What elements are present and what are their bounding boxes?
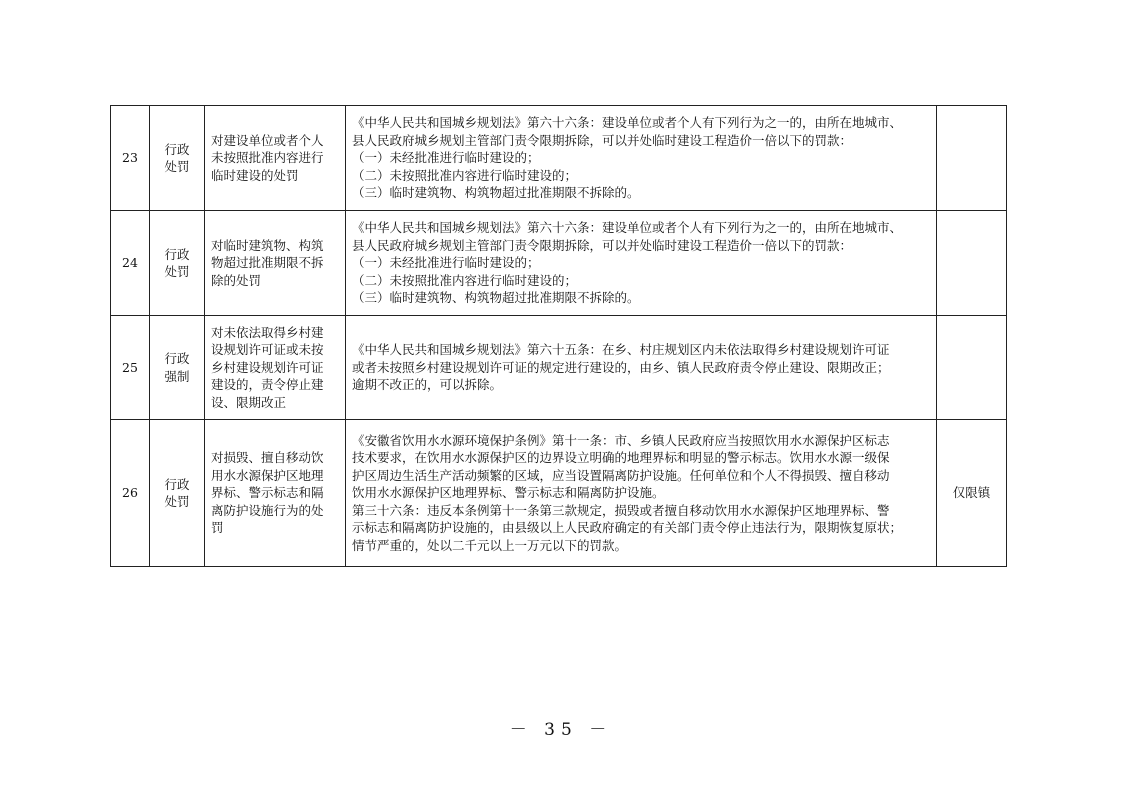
item-type-line: 行政 <box>164 141 190 157</box>
row-number: 23 <box>111 106 150 211</box>
item-name-line: 未按照批准内容进行 <box>211 150 324 166</box>
legal-basis-line: 或者未按照乡村建设规划许可证的规定进行建设的，由乡、镇人民政府责令停止建设、限期改正； <box>352 359 890 375</box>
item-type-line: 行政 <box>164 246 190 262</box>
item-type-line: 强制 <box>164 368 190 384</box>
legal-basis-line: 《安徽省饮用水水源环境保护条例》第十一条：市、乡镇人民政府应当按照饮用水水源保护区标志 <box>352 432 890 448</box>
item-name-line: 设、限期改正 <box>211 394 287 410</box>
item-name <box>205 106 346 211</box>
item-name-line: 用水水源保护区地理 <box>211 467 324 483</box>
legal-basis-line: （二）未按照批准内容进行临时建设的； <box>352 167 578 183</box>
legal-basis-line: （一）未经批准进行临时建设的； <box>352 255 540 271</box>
legal-basis <box>346 211 937 316</box>
item-type-line: 行政 <box>164 476 190 492</box>
legal-basis <box>346 316 937 420</box>
table-body <box>111 106 1007 567</box>
table-row <box>111 420 1007 567</box>
legal-basis-line: （二）未按照批准内容进行临时建设的； <box>352 272 578 288</box>
remark <box>937 316 1007 420</box>
legal-basis <box>346 106 937 211</box>
item-type-line: 处罚 <box>164 264 190 279</box>
legal-basis-line: （三）临时建筑物、构筑物超过批准期限不拆除的。 <box>352 185 640 201</box>
item-name-line: 建设的，责令停止建 <box>211 377 324 393</box>
item-name <box>205 316 346 420</box>
item-type <box>150 420 205 567</box>
legal-basis-line: 逾期不改正的，可以拆除。 <box>352 377 503 393</box>
legal-basis-line: 《中华人民共和国城乡规划法》第六十五条：在乡、村庄规划区内未依法取得乡村建设规划许可证 <box>352 342 890 358</box>
item-name-line: 对临时建筑物、构筑 <box>211 237 324 253</box>
law-table <box>110 105 1007 567</box>
item-name <box>205 420 346 567</box>
item-type <box>150 106 205 211</box>
item-name-line: 除的处罚 <box>211 272 262 288</box>
row-number: 24 <box>111 211 150 316</box>
item-name-line: 乡村建设规划许可证 <box>211 359 324 375</box>
table-row <box>111 106 1007 211</box>
item-name-line: 罚 <box>211 520 224 536</box>
item-name-line: 对损毁、擅自移动饮 <box>211 450 324 466</box>
item-name-line: 临时建设的处罚 <box>211 167 299 183</box>
item-name <box>205 211 346 316</box>
legal-basis-line: 县人民政府城乡规划主管部门责令限期拆除，可以并处临时建设工程造价一倍以下的罚款： <box>352 132 853 148</box>
item-name-line: 设规划许可证或未按 <box>211 342 324 358</box>
remark <box>937 211 1007 316</box>
remark: 仅限镇 <box>937 420 1007 567</box>
legal-basis-line: 饮用水水源保护区地理界标、警示标志和隔离防护设施。 <box>352 485 665 501</box>
item-name-line: 对建设单位或者个人 <box>211 132 324 148</box>
legal-basis-line: 示标志和隔离防护设施的，由县级以上人民政府确定的有关部门责令停止违法行为，限期恢复原状； <box>352 520 903 536</box>
legal-basis-line: （一）未经批准进行临时建设的； <box>352 150 540 166</box>
legal-basis-line: 第三十六条：违反本条例第十一条第三款规定，损毁或者擅自移动饮用水水源保护区地理界标、警 <box>352 502 890 518</box>
remark <box>937 106 1007 211</box>
item-name-line: 界标、警示标志和隔 <box>211 485 324 501</box>
legal-basis-line: 技术要求，在饮用水水源保护区的边界设立明确的地理界标和明显的警示标志。饮用水水源一级保 <box>352 450 890 466</box>
legal-basis-line: 《中华人民共和国城乡规划法》第六十六条：建设单位或者个人有下列行为之一的，由所在地城市、 <box>352 220 903 236</box>
legal-basis <box>346 420 937 567</box>
legal-basis-line: 《中华人民共和国城乡规划法》第六十六条：建设单位或者个人有下列行为之一的，由所在地城市、 <box>352 115 903 131</box>
item-type-line: 处罚 <box>164 494 190 509</box>
item-name-line: 物超过批准期限不拆 <box>211 255 324 271</box>
item-name-line: 离防护设施行为的处 <box>211 502 324 518</box>
item-type-line: 行政 <box>164 351 190 366</box>
legal-basis-line: 护区周边生活生产活动频繁的区域，应当设置隔离防护设施。任何单位和个人不得损毁、擅自移动 <box>352 467 890 483</box>
legal-basis-line: （三）临时建筑物、构筑物超过批准期限不拆除的。 <box>352 290 640 306</box>
legal-basis-line: 情节严重的，处以二千元以上一万元以下的罚款。 <box>352 537 628 553</box>
item-name-line: 对未依法取得乡村建 <box>211 324 324 340</box>
table-row <box>111 211 1007 316</box>
item-type <box>150 316 205 420</box>
page-number: － 35 － <box>509 720 613 740</box>
row-number: 26 <box>111 420 150 567</box>
item-type <box>150 211 205 316</box>
row-number: 25 <box>111 316 150 420</box>
item-type-line: 处罚 <box>164 159 190 174</box>
legal-basis-line: 县人民政府城乡规划主管部门责令限期拆除，可以并处临时建设工程造价一倍以下的罚款： <box>352 237 853 253</box>
table-row <box>111 316 1007 420</box>
